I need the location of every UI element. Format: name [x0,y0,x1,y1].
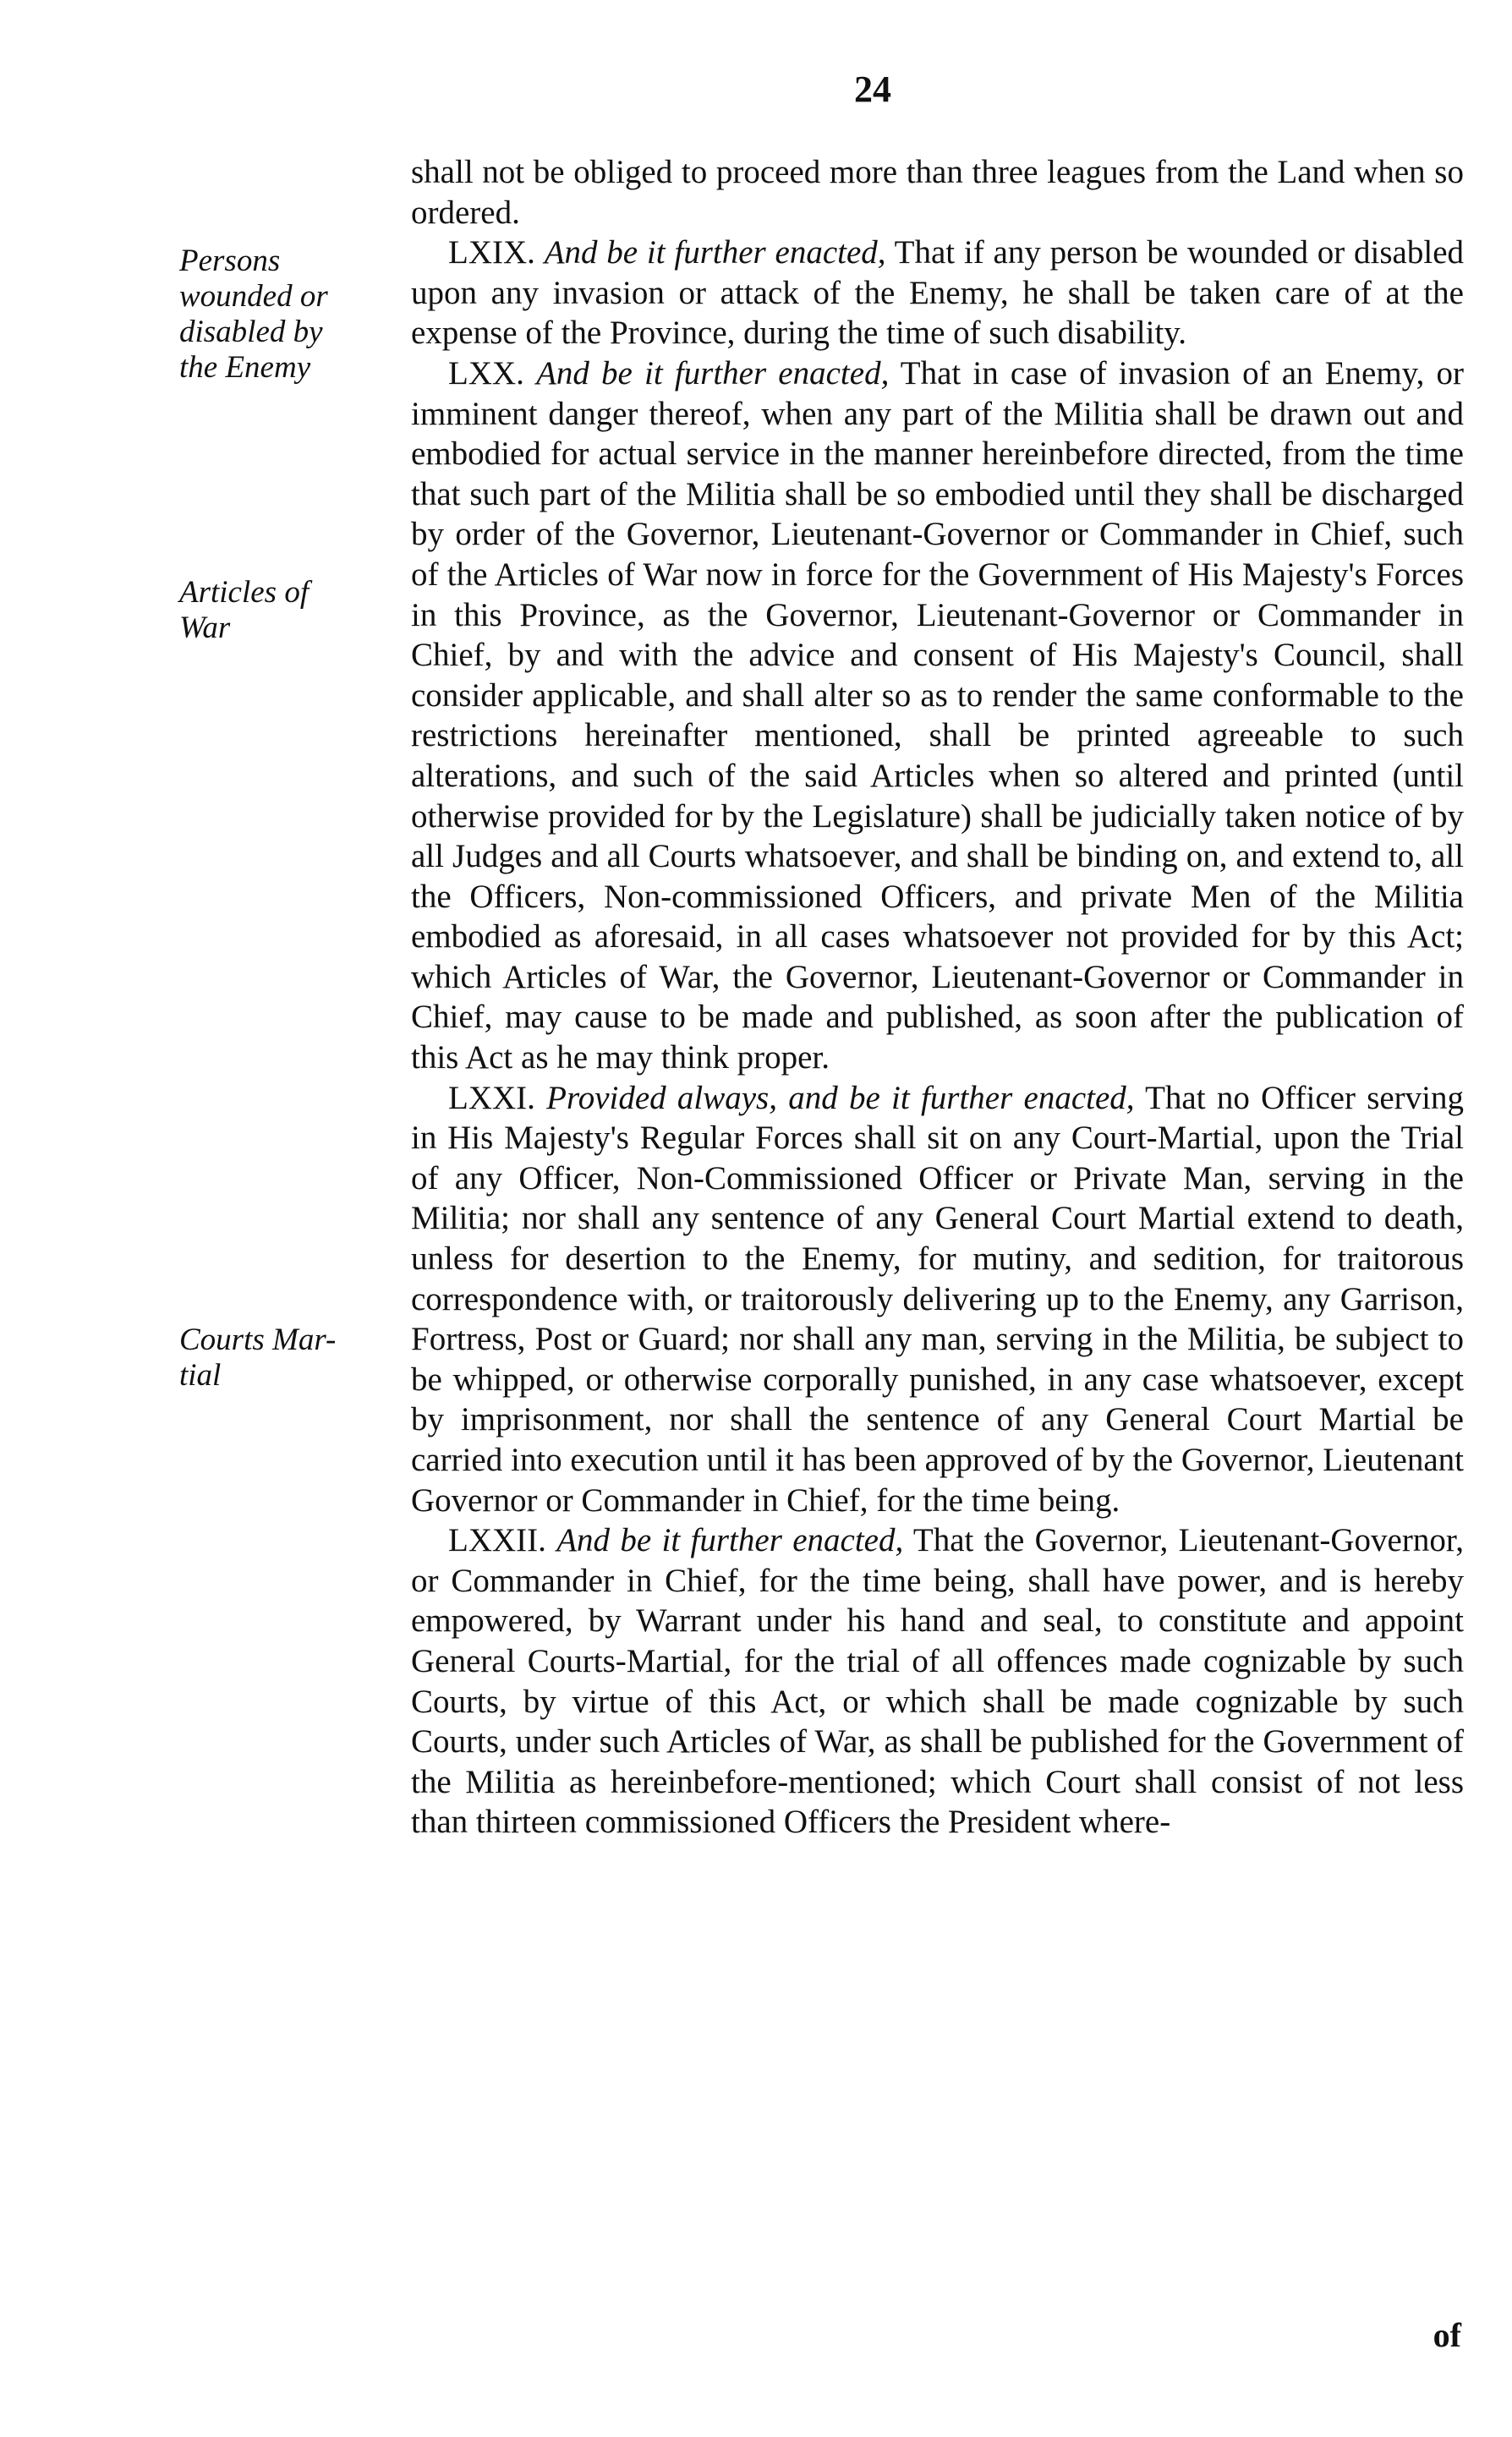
catchword: of [1433,2316,1461,2354]
margin-note-line: Persons [179,244,281,278]
enacting-clause: And be it further enacted, [544,234,886,271]
page-number: 24 [854,68,891,110]
margin-note-line: Articles of [179,575,310,610]
paragraph-text: That in case of invasion of an Enemy, or imminent danger thereof, when any part of the Militia shall be drawn out and embodied for actual service in the manner hereinbefore directed, from the time that such part of the Militia shall be so embodied until they shall be discharged by order of the Governor, Lieutenant-Governor or Commander in Chief, such of the Articles of War now in force for the Government of His Majesty's Forces in this Province, as the Governor, Lieutenant-Governor or Commander in Chief, by and with the advice and consent of His Majesty's Council, shall consider applicable, and shall alter so as to render the same conformable to the restrictions hereinafter mentioned, shall be printed agreeable to such alterations, and such of the said Articles when so altered and printed (until otherwise provided for by the Legislature) shall be judicially taken notice of by all Judges and all Courts whatsoever, and shall be binding on, and extend to, all the Officers, Non-commissioned Officers, and private Men of the Militia embodied as aforesaid, in all cases whatsoever not provided for by this Act; which Articles of War, the Governor, Lieutenant-Governor or Commander in Chief, may cause to be made and published, as soon after the publication of this Act as he may think proper. [411,354,1465,1076]
section-number: LXXII. [448,1522,546,1559]
margin-note-line: War [179,611,231,645]
margin-note-articles-of-war [179,575,391,646]
paragraph-lxxi [411,1078,1464,1521]
margin-note-line: tial [179,1358,222,1393]
body-text [411,152,1464,1843]
margin-note-line: disabled by [179,315,323,349]
paragraph-text: shall not be obliged to proceed more than three leagues from the Land when so ordered. [411,154,1464,231]
paragraph-text: That no Officer serving in His Majesty's Regular Forces shall sit on any Court-Martial, upon the Trial of any Officer, Non-Commissioned Officer or Private Man, serving in the Militia; nor shall any sentence of any General Court Martial extend to death, unless for desertion to the Enemy, for mutiny, and sedition, for traitorous correspondence with, or traitorously delivering up to the Enemy, any Garrison, Fortress, Post or Guard; nor shall any man, serving in the Militia, be subject to be whipped, or otherwise corporally punished, in any case whatsoever, except by imprisonment, nor shall the sentence of any General Court Martial be carried into execution until it has been approved of by the Governor, Lieutenant Governor or Commander in Chief, for the time being. [411,1079,1465,1519]
enacting-clause: And be it further enacted, [556,1522,904,1559]
enacting-clause: And be it further enacted, [536,354,890,392]
margin-note-line: Courts Mar- [179,1323,337,1357]
margin-note-courts-martial [179,1323,391,1394]
paragraph-lxix [411,233,1464,353]
section-number: LXX. [448,354,524,392]
section-number: LXXI. [448,1079,535,1116]
margin-note-line: the Enemy [179,350,311,385]
enacting-clause: Provided always, and be it further enacted, [546,1079,1135,1116]
paragraph-lxx [411,353,1464,1078]
paragraph-text: That if any person be wounded or disabled upon any invasion or attack of the Enemy, he shall be taken care of at the expense of the Province, during the time of such disability. [411,234,1465,352]
margin-note-line: wounded or [179,279,328,314]
margin-note-persons-wounded [179,244,391,386]
paragraph-text: That the Governor, Lieutenant-Governor, or Commander in Chief, for the time being, shall have power, and is hereby empowered, by Warrant under his hand and seal, to constitute and appoint General Courts-Martial, for the trial of all offences made cognizable by such Courts, by virtue of this Act, or which shall be made cognizable by such Courts, under such Articles of War, as shall be published for the Government of the Militia as hereinbefore-mentioned; which Court shall consist of not less than thirteen commissioned Officers the President where- [411,1522,1465,1841]
paragraph-lxxii [411,1520,1464,1843]
section-number: LXIX. [448,234,535,271]
paragraph-continuation [411,152,1464,233]
